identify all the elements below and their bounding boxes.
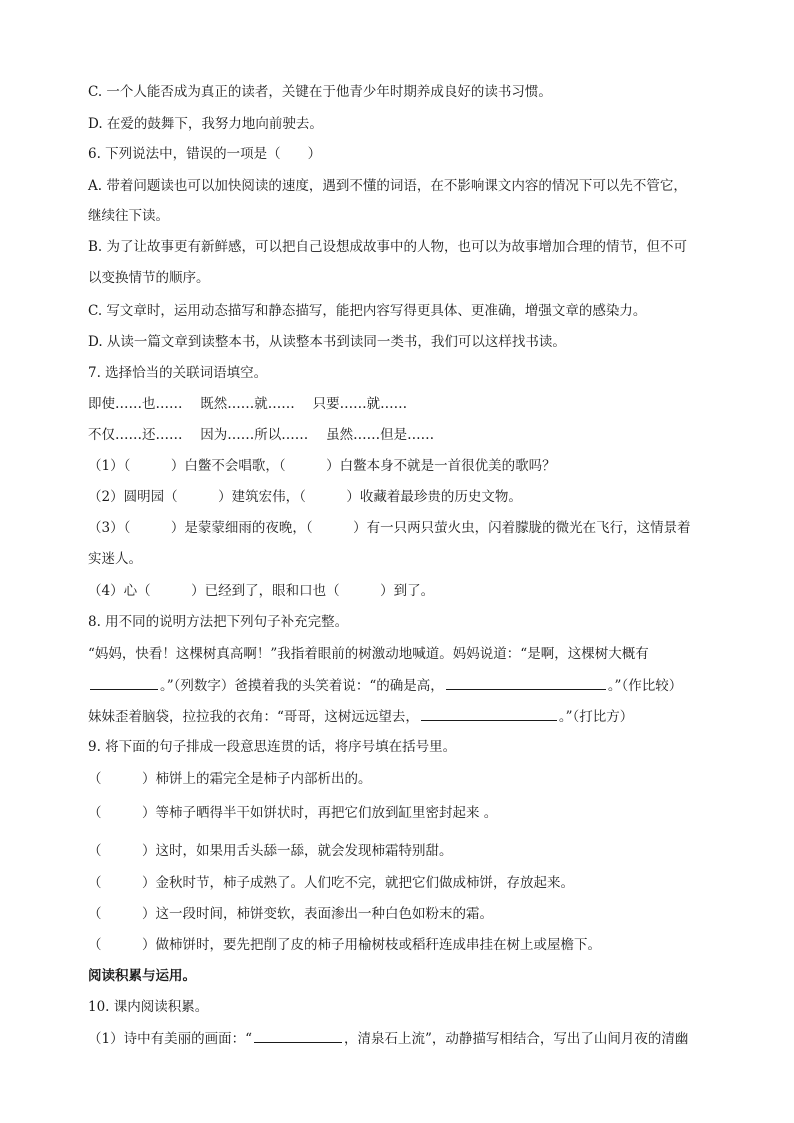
q6-title: 6. 下列说法中，错误的一项是（ ）	[88, 146, 322, 162]
q9-item-4: （ ）金秋时节，柿子成熟了。人们吃不完，就把它们做成柿饼，存放起来。	[88, 875, 574, 891]
q8-paragraph-line2: 。”（列数字）爸摸着我的头笑着说：“的确是高， 。”（作比较）	[88, 676, 682, 695]
q8-blank-1[interactable]	[90, 676, 158, 690]
exam-page	[88, 0, 712, 1123]
q8-paragraph-line1: “妈妈，快看！这棵树真高啊！”我指着眼前的树激动地喊道。妈妈说道：“是啊，这棵树大概有	[88, 646, 649, 662]
q5-option-c: C. 一个人能否成为真正的读者，关键在于他青少年时期养成良好的读书习惯。	[88, 84, 552, 100]
q7-sentence-2: （2）圆明园（ ）建筑宏伟，（ ）收藏着最珍贵的历史文物。	[88, 489, 522, 505]
q7-sentence-3-line2: 实迷人。	[88, 551, 142, 567]
q5-option-d: D. 在爱的鼓舞下，我努力地向前驶去。	[88, 116, 323, 132]
q8-title: 8. 用不同的说明方法把下列句子补充完整。	[88, 614, 349, 630]
q9-item-1: （ ）柿饼上的霜完全是柿子内部析出的。	[88, 771, 372, 787]
q7-title: 7. 选择恰当的关联词语填空。	[88, 365, 268, 381]
q6-option-b-line2: 以变换情节的顺序。	[88, 270, 210, 286]
q7-sentence-3-line1: （3）（ ）是蒙蒙细雨的夜晚，（ ）有一只两只萤火虫，闪着朦胧的微光在飞行，这情景着	[88, 520, 691, 536]
q7-sentence-1: （1）（ ）白鳖不会唱歌，（ ）白鳖本身不就是一首很优美的歌吗？	[88, 458, 556, 474]
q7-word-bank-row1: 即使……也…… 既然……就…… 只要……就……	[88, 396, 408, 412]
q10-blank-1[interactable]	[254, 1029, 342, 1043]
q9-item-6: （ ）做柿饼时，要先把削了皮的柿子用榆树枝或稻秆连成串挂在树上或屋檐下。	[88, 937, 601, 953]
q10-title: 10. 课内阅读积累。	[88, 999, 209, 1015]
q6-option-d: D. 从读一篇文章到读整本书，从读整本书到读同一类书，我们可以这样找书读。	[88, 334, 566, 350]
q9-item-2: （ ）等柿子晒得半干如饼状时，再把它们放到缸里密封起来 。	[88, 805, 498, 821]
q7-word-bank-row2: 不仅……还…… 因为……所以…… 虽然……但是……	[88, 427, 435, 443]
q9-title: 9. 将下面的句子排成一段意思连贯的话，将序号填在括号里。	[88, 739, 457, 755]
q8-paragraph-line3: 妹妹歪着脑袋，拉拉我的衣角：“哥哥，这树远远望去， 。”（打比方）	[88, 709, 634, 725]
q8-blank-2[interactable]	[446, 676, 606, 690]
q6-option-a-line1: A. 带着问题读也可以加快阅读的速度，遇到不懂的词语，在不影响课文内容的情况下可以先不管它，	[88, 178, 687, 194]
q9-item-5: （ ）这一段时间，柿饼变软，表面渗出一种白色如粉末的霜。	[88, 906, 493, 922]
q7-sentence-4: （4）心（ ）已经到了，眼和口也（ ）到了。	[88, 583, 435, 599]
q9-item-3: （ ）这时，如果用舌头舔一舔，就会发现柿霜特别甜。	[88, 843, 453, 859]
q8-blank-3[interactable]	[421, 707, 557, 721]
q10-sentence-1: （1）诗中有美丽的画面：“ ，清泉石上流”，动静描写相结合，写出了山间月夜的清幽	[88, 1031, 689, 1047]
q6-option-c: C. 写文章时，运用动态描写和静态描写，能把内容写得更具体、更准确，增强文章的感染力。	[88, 303, 647, 319]
q6-option-a-line2: 继续往下读。	[88, 208, 169, 224]
section-heading: 阅读积累与运用。	[88, 968, 196, 984]
q6-option-b-line1: B. 为了让故事更有新鲜感，可以把自己设想成故事中的人物，也可以为故事增加合理的情节，但不可	[88, 239, 688, 255]
